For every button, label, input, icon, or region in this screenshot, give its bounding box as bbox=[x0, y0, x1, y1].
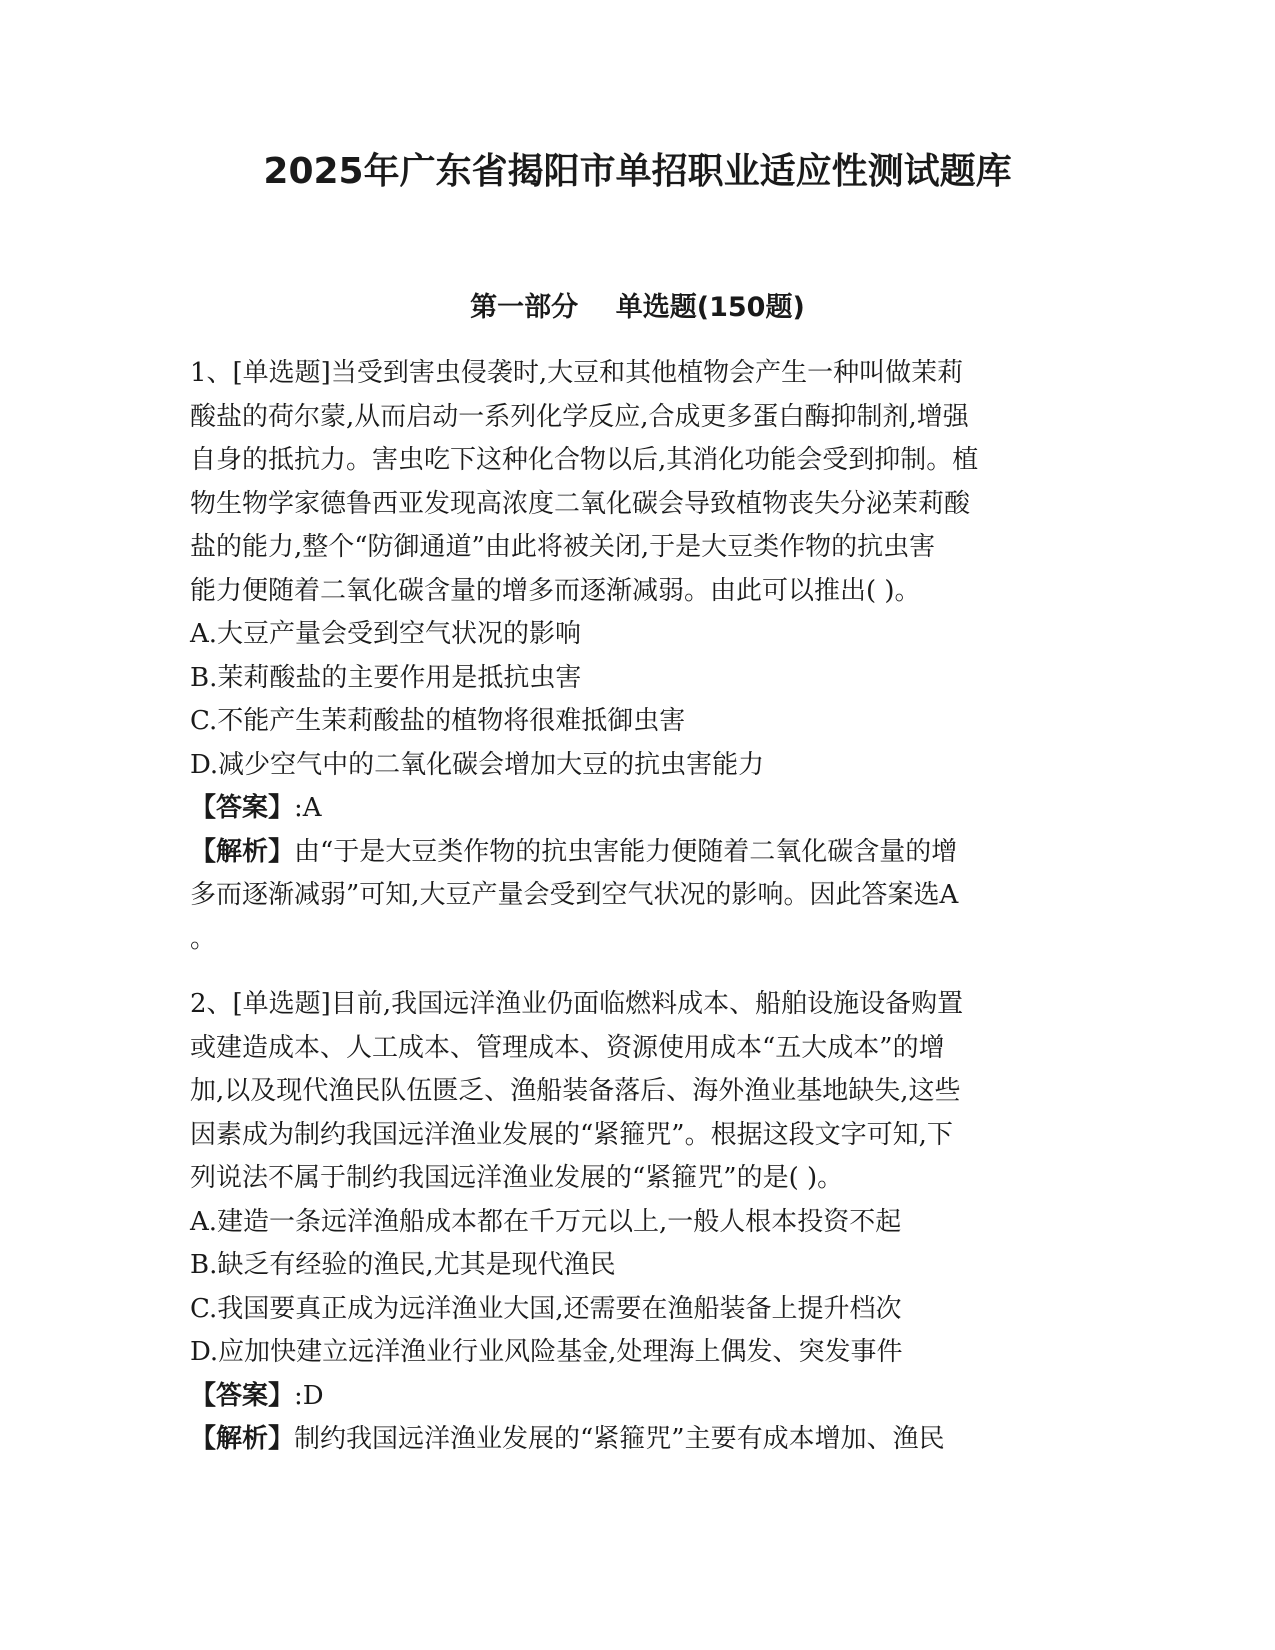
analysis-text: 制约我国远洋渔业发展的“紧箍咒”主要有成本增加、渔民 bbox=[294, 1424, 945, 1454]
question-1 bbox=[190, 352, 1072, 961]
option-d: D.减少空气中的二氧化碳会增加大豆的抗虫害能力 bbox=[190, 749, 765, 780]
answer-line bbox=[190, 787, 1072, 831]
answer-value: :D bbox=[294, 1380, 324, 1411]
document-title: 2025年广东省揭阳市单招职业适应性测试题库 bbox=[263, 151, 1012, 192]
analysis-tag: 【解析】 bbox=[190, 1424, 295, 1454]
answer-line bbox=[190, 1375, 1072, 1419]
question-stem-line: 因素成为制约我国远洋渔业发展的“紧箍咒”。根据这段文字可知,下 bbox=[190, 1119, 953, 1150]
question-stem-line: 1、[单选题]当受到害虫侵袭时,大豆和其他植物会产生一种叫做茉莉 bbox=[190, 358, 964, 388]
question-stem-line: 物生物学家德鲁西亚发现高浓度二氧化碳会导致植物丧失分泌茉莉酸 bbox=[190, 488, 971, 519]
question-stem-line: 2、[单选题]目前,我国远洋渔业仍面临燃料成本、船舶设施设备购置 bbox=[190, 989, 964, 1019]
question-2 bbox=[190, 983, 1072, 1462]
analysis-line: 多而逐渐减弱”可知,大豆产量会受到空气状况的影响。因此答案选A bbox=[190, 880, 959, 910]
section-title: 第一部分 单选题(150题) bbox=[470, 292, 805, 323]
analysis-text: 由“于是大豆类作物的抗虫害能力便随着二氧化碳含量的增 bbox=[294, 836, 958, 867]
analysis-tag: 【解析】 bbox=[190, 836, 295, 867]
question-stem-line: 盐的能力,整个“防御通道”由此将被关闭,于是大豆类作物的抗虫害 bbox=[190, 532, 936, 562]
answer-tag: 【答案】 bbox=[190, 793, 295, 823]
analysis-line: 。 bbox=[190, 923, 217, 954]
option-a: A.大豆产量会受到空气状况的影响 bbox=[190, 619, 582, 649]
option-b: B.缺乏有经验的渔民,尤其是现代渔民 bbox=[190, 1250, 616, 1280]
question-stem-line: 酸盐的荷尔蒙,从而启动一系列化学反应,合成更多蛋白酶抑制剂,增强 bbox=[190, 401, 969, 432]
analysis-line bbox=[190, 1418, 1072, 1462]
option-c: C.我国要真正成为远洋渔业大国,还需要在渔船装备上提升档次 bbox=[190, 1293, 902, 1324]
analysis-line bbox=[190, 831, 1072, 875]
answer-value: :A bbox=[294, 793, 322, 823]
question-stem-line: 能力便随着二氧化碳含量的增多而逐渐减弱。由此可以推出( )。 bbox=[190, 575, 921, 606]
question-stem-line: 或建造成本、人工成本、管理成本、资源使用成本“五大成本”的增 bbox=[190, 1032, 945, 1063]
question-list bbox=[190, 352, 1072, 1484]
option-d: D.应加快建立远洋渔业行业风险基金,处理海上偶发、突发事件 bbox=[190, 1337, 903, 1367]
option-c: C.不能产生茉莉酸盐的植物将很难抵御虫害 bbox=[190, 706, 686, 736]
question-stem-line: 自身的抵抗力。害虫吃下这种化合物以后,其消化功能会受到抑制。植 bbox=[190, 445, 979, 475]
option-a: A.建造一条远洋渔船成本都在千万元以上,一般人根本投资不起 bbox=[190, 1206, 902, 1237]
option-b: B.茉莉酸盐的主要作用是抵抗虫害 bbox=[190, 662, 582, 693]
question-stem-line: 加,以及现代渔民队伍匮乏、渔船装备落后、海外渔业基地缺失,这些 bbox=[190, 1076, 961, 1106]
answer-tag: 【答案】 bbox=[190, 1380, 295, 1411]
question-stem-line: 列说法不属于制约我国远洋渔业发展的“紧箍咒”的是( )。 bbox=[190, 1163, 844, 1193]
